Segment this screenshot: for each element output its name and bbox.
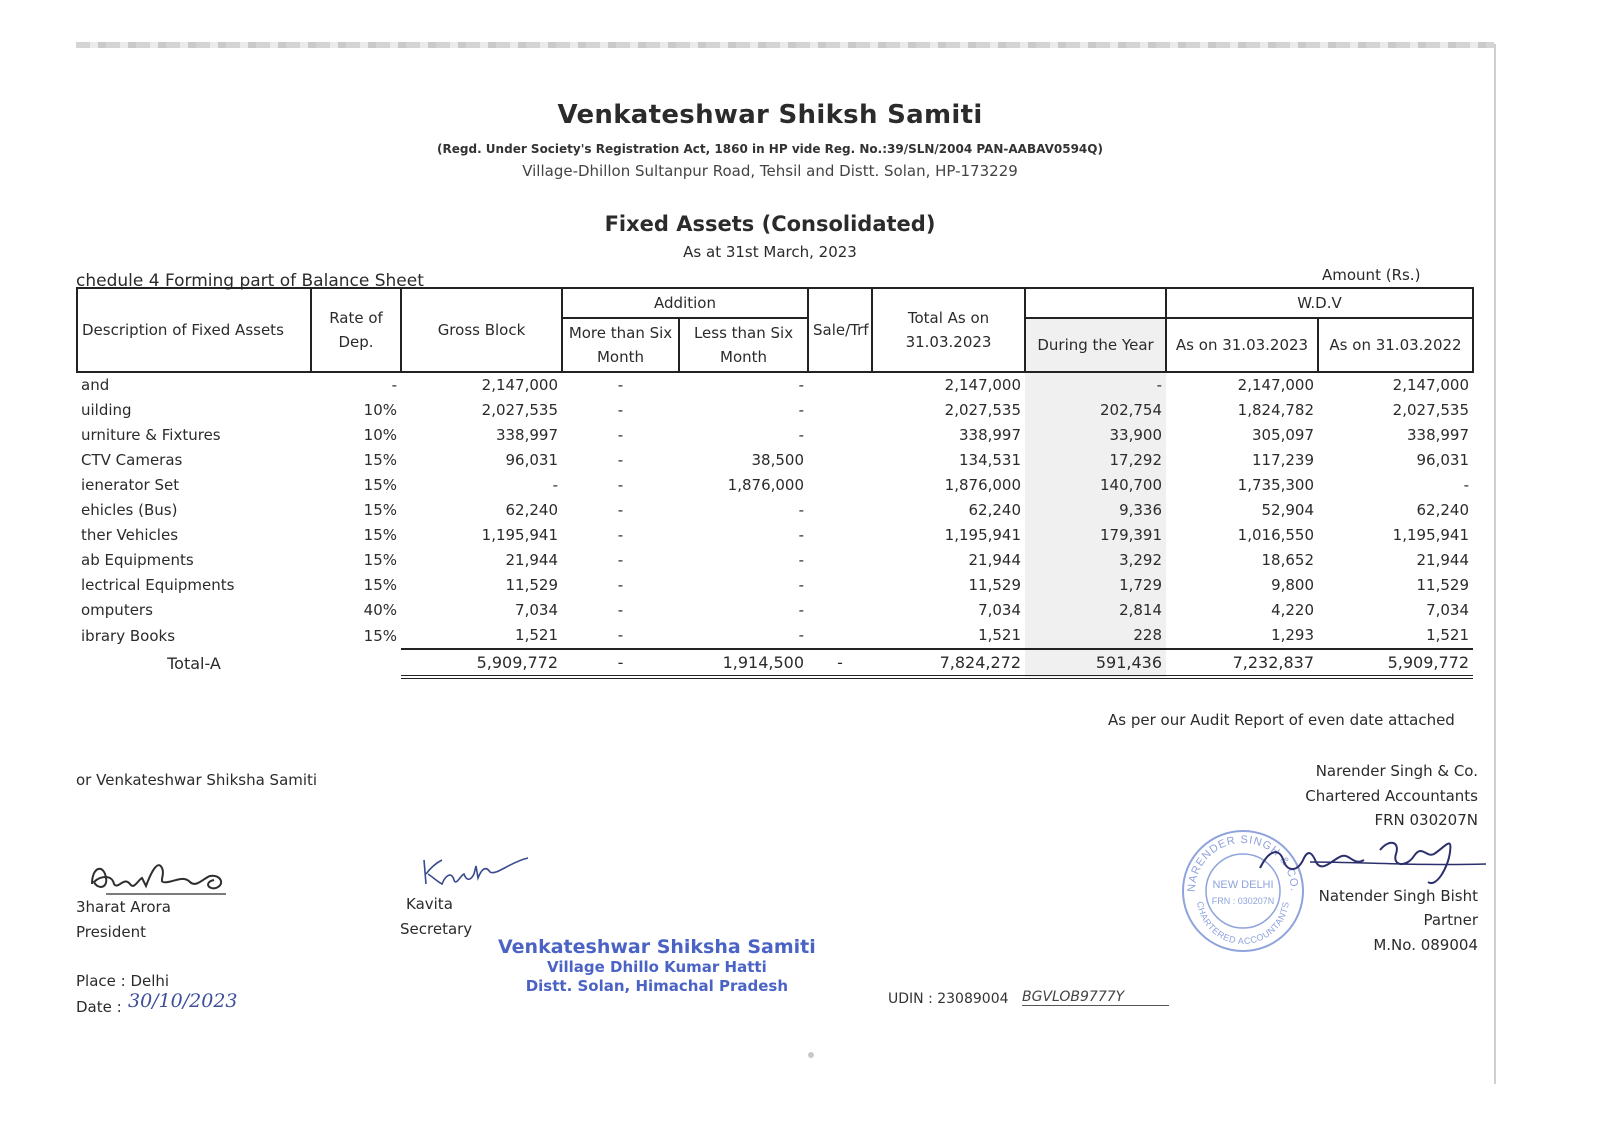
addition-more-than-six-month: - <box>617 451 624 469</box>
signatory-organization: or Venkateshwar Shiksha Samiti <box>76 771 318 789</box>
audit-firm-name: Narender Singh & Co. <box>1315 762 1478 780</box>
wdv-2023: 1,016,550 <box>1237 526 1315 544</box>
audit-firm-role: Chartered Accountants <box>1305 787 1478 805</box>
gross-block: 338,997 <box>495 426 558 444</box>
addition-less-than-six-month: 1,876,000 <box>727 476 805 494</box>
addition-more-than-six-month: - <box>617 501 624 519</box>
wdv-2022: 21,944 <box>1416 551 1470 569</box>
depreciation-during-year: 9,336 <box>1025 498 1166 523</box>
wdv-2022: - <box>1463 476 1470 494</box>
wdv-2023: 4,220 <box>1271 601 1315 619</box>
wdv-2023: 1,824,782 <box>1237 401 1315 419</box>
header-wdv-2022: As on 31.03.2022 <box>1318 318 1473 372</box>
depreciation-rate: 15% <box>363 451 397 469</box>
addition-less-than-six-month: 38,500 <box>751 451 805 469</box>
asset-description: ehicles (Bus) <box>81 501 178 519</box>
sale-trf <box>808 573 872 598</box>
asset-description: ther Vehicles <box>81 526 179 544</box>
total-as-on-2023: 7,824,272 <box>872 649 1025 677</box>
sale-trf <box>808 398 872 423</box>
table-row <box>77 573 1473 598</box>
document-title: Fixed Assets (Consolidated) <box>604 212 936 236</box>
addition-less-than-six-month: - <box>798 426 805 444</box>
header-rate: Rate of Dep. <box>311 288 401 372</box>
addition-more-than-six-month: - <box>617 401 624 419</box>
wdv-2023: 1,293 <box>1271 626 1315 644</box>
asset-description: uilding <box>81 401 132 419</box>
registration-details: (Regd. Under Society's Registration Act, 1860 in HP vide Reg. No.:39/SLN/2004 PAN-AABAV0594Q) <box>437 142 1103 156</box>
depreciation-during-year: 140,700 <box>1025 473 1166 498</box>
total-as-on-2023: 134,531 <box>958 451 1022 469</box>
gross-block: - <box>552 476 558 494</box>
gross-block: 2,027,535 <box>481 401 558 419</box>
partner-membership-number: M.No. 089004 <box>1373 936 1478 954</box>
gross-block: 7,034 <box>515 601 558 619</box>
addition-less-than-six-month: - <box>798 601 805 619</box>
wdv-2023: 305,097 <box>1251 426 1315 444</box>
wdv-2022: 62,240 <box>1416 501 1470 519</box>
total-sale-trf: - <box>808 649 872 677</box>
gross-block: 62,240 <box>505 501 558 519</box>
wdv-2022: 1,195,941 <box>1392 526 1470 544</box>
total-as-on-2023: 62,240 <box>968 501 1022 519</box>
depreciation-during-year: 3,292 <box>1025 548 1166 573</box>
audit-firm-frn: FRN 030207N <box>1374 811 1478 829</box>
header-less-than-six-month: Less than Six Month <box>679 318 808 372</box>
scan-edge-right <box>1494 44 1496 1084</box>
depreciation-rate: 15% <box>363 576 397 594</box>
wdv-2022: 96,031 <box>1416 451 1470 469</box>
scan-edge-top <box>76 42 1494 48</box>
sale-trf <box>808 623 872 649</box>
table-row <box>77 448 1473 473</box>
sale-trf <box>808 423 872 448</box>
depreciation-during-year: 2,814 <box>1025 598 1166 623</box>
depreciation-rate: 15% <box>363 526 397 544</box>
table-row <box>77 423 1473 448</box>
sale-trf <box>808 523 872 548</box>
wdv-2023: 117,239 <box>1251 451 1315 469</box>
date-handwritten: 30/10/2023 <box>128 990 238 1012</box>
sale-trf <box>808 598 872 623</box>
addition-more-than-six-month: - <box>617 426 624 444</box>
wdv-2022: 338,997 <box>1406 426 1470 444</box>
sale-trf <box>808 448 872 473</box>
header-more-than-six-month: More than Six Month <box>562 318 679 372</box>
header-total-as-on: Total As on 31.03.2023 <box>872 288 1025 372</box>
addition-more-than-six-month: - <box>617 626 624 644</box>
addition-more-than-six-month: - <box>617 551 624 569</box>
header-during-the-year: During the Year <box>1025 318 1166 372</box>
addition-more-than-six-month: - <box>617 376 624 394</box>
president-title: President <box>76 923 146 941</box>
total-more-than-six-month: - <box>562 649 679 677</box>
sale-trf <box>808 548 872 573</box>
depreciation-rate: 40% <box>363 601 397 619</box>
audit-report-note: As per our Audit Report of even date attached <box>1108 711 1455 729</box>
addition-less-than-six-month: - <box>798 576 805 594</box>
wdv-2022: 2,147,000 <box>1392 376 1470 394</box>
wdv-2023: 52,904 <box>1261 501 1315 519</box>
addition-less-than-six-month: - <box>798 526 805 544</box>
gross-block: 21,944 <box>505 551 558 569</box>
asset-description: and <box>81 376 110 394</box>
addition-less-than-six-month: - <box>798 626 805 644</box>
wdv-2023: 9,800 <box>1271 576 1315 594</box>
president-name: 3harat Arora <box>76 898 171 916</box>
depreciation-rate: 15% <box>363 626 397 645</box>
asset-description: ab Equipments <box>81 551 194 569</box>
organization-name: Venkateshwar Shiksh Samiti <box>557 100 983 130</box>
table-row <box>77 498 1473 523</box>
scan-speck <box>808 1052 814 1058</box>
table-row <box>77 523 1473 548</box>
total-as-on-2023: 2,027,535 <box>944 401 1022 419</box>
total-wdv-2023: 7,232,837 <box>1166 649 1318 677</box>
total-gross-block: 5,909,772 <box>401 649 562 677</box>
header-description: Description of Fixed Assets <box>77 288 311 372</box>
total-as-on-2023: 1,876,000 <box>944 476 1022 494</box>
depreciation-during-year: 33,900 <box>1025 423 1166 448</box>
addition-less-than-six-month: - <box>798 401 805 419</box>
table-row <box>77 598 1473 623</box>
table-row <box>77 398 1473 423</box>
organization-address: Village-Dhillon Sultanpur Road, Tehsil and Distt. Solan, HP-173229 <box>522 162 1018 180</box>
seal-top-text: NARENDER SINGH & CO. <box>1185 833 1301 893</box>
asset-description: ienerator Set <box>81 476 180 494</box>
partner-name: Natender Singh Bisht <box>1318 887 1478 905</box>
depreciation-during-year: 17,292 <box>1025 448 1166 473</box>
total-as-on-2023: 338,997 <box>958 426 1022 444</box>
gross-block: 1,195,941 <box>481 526 558 544</box>
depreciation-during-year: 228 <box>1025 623 1166 649</box>
udin-handwritten: BGVLOB9777Y <box>1022 989 1169 1006</box>
stamp-title: Venkateshwar Shiksha Samiti <box>498 936 816 958</box>
sale-trf <box>808 498 872 523</box>
secretary-title: Secretary <box>400 920 473 938</box>
depreciation-rate: 15% <box>363 551 397 569</box>
header-wdv: W.D.V <box>1166 288 1473 318</box>
schedule-label: chedule 4 Forming part of Balance Sheet <box>76 271 424 291</box>
wdv-2022: 7,034 <box>1426 601 1470 619</box>
addition-less-than-six-month: - <box>798 551 805 569</box>
total-wdv-2022: 5,909,772 <box>1318 649 1473 677</box>
seal-frn: FRN : 030207N <box>1211 896 1275 906</box>
organization-stamp <box>498 936 816 996</box>
total-as-on-2023: 7,034 <box>978 601 1022 619</box>
header-addition: Addition <box>562 288 808 318</box>
sale-trf <box>808 372 872 398</box>
document-date: As at 31st March, 2023 <box>683 243 857 261</box>
total-less-than-six-month: 1,914,500 <box>679 649 808 677</box>
place-line: Place : Delhi <box>76 972 170 990</box>
total-label: Total-A <box>167 653 221 673</box>
fixed-assets-table-container <box>76 287 1472 679</box>
auditor-signature-icon <box>1250 828 1490 898</box>
depreciation-rate: 15% <box>363 501 397 519</box>
asset-description: urniture & Fixtures <box>81 426 221 444</box>
total-as-on-2023: 11,529 <box>968 576 1022 594</box>
depreciation-rate: 10% <box>363 426 397 444</box>
total-as-on-2023: 1,521 <box>978 626 1022 644</box>
total-as-on-2023: 21,944 <box>968 551 1022 569</box>
header-gross-block: Gross Block <box>401 288 562 372</box>
partner-title: Partner <box>1423 911 1478 929</box>
gross-block: 11,529 <box>505 576 558 594</box>
sale-trf <box>808 473 872 498</box>
addition-less-than-six-month: - <box>798 501 805 519</box>
addition-less-than-six-month: - <box>798 376 805 394</box>
total-as-on-2023: 1,195,941 <box>944 526 1022 544</box>
total-rate-blank <box>311 649 401 677</box>
addition-more-than-six-month: - <box>617 526 624 544</box>
table-row <box>77 372 1473 398</box>
gross-block: 2,147,000 <box>481 376 558 394</box>
secretary-name: Kavita <box>406 895 453 913</box>
depreciation-during-year: 1,729 <box>1025 573 1166 598</box>
table-row <box>77 548 1473 573</box>
depreciation-during-year: 179,391 <box>1025 523 1166 548</box>
date-label: Date : <box>76 998 122 1016</box>
wdv-2023: 1,735,300 <box>1237 476 1315 494</box>
gross-block: 1,521 <box>515 626 558 644</box>
wdv-2022: 11,529 <box>1416 576 1470 594</box>
total-depreciation: 591,436 <box>1025 649 1166 677</box>
asset-description: ibrary Books <box>81 626 176 645</box>
president-signature-icon <box>86 854 236 898</box>
asset-description: CTV Cameras <box>81 451 183 469</box>
addition-more-than-six-month: - <box>617 576 624 594</box>
table-row <box>77 473 1473 498</box>
header-depreciation-blank <box>1025 288 1166 318</box>
asset-description: omputers <box>81 601 153 619</box>
stamp-line-2: Distt. Solan, Himachal Pradesh <box>525 977 789 995</box>
depreciation-rate: - <box>391 376 397 394</box>
total-as-on-2023: 2,147,000 <box>944 376 1022 394</box>
depreciation-during-year: - <box>1025 372 1166 398</box>
seal-bottom-text: CHARTERED ACCOUNTANTS <box>1195 900 1291 947</box>
gross-block: 96,031 <box>505 451 558 469</box>
total-row <box>77 649 1473 677</box>
seal-city: NEW DELHI <box>1212 879 1274 891</box>
header-sale-trf: Sale/Trf <box>808 288 872 372</box>
amount-unit-label: Amount (Rs.) <box>1322 266 1421 284</box>
secretary-signature-icon <box>418 852 538 892</box>
wdv-2022: 1,521 <box>1426 626 1470 644</box>
addition-more-than-six-month: - <box>617 601 624 619</box>
wdv-2022: 2,027,535 <box>1392 401 1470 419</box>
table-header <box>77 288 1473 372</box>
header-wdv-2023: As on 31.03.2023 <box>1166 318 1318 372</box>
table-row <box>77 623 1473 649</box>
wdv-2023: 2,147,000 <box>1237 376 1315 394</box>
asset-description: lectrical Equipments <box>81 576 235 594</box>
depreciation-rate: 15% <box>363 476 397 494</box>
depreciation-during-year: 202,754 <box>1025 398 1166 423</box>
stamp-line-1: Village Dhillo Kumar Hatti <box>547 958 767 976</box>
fixed-assets-table <box>76 287 1474 679</box>
table-body <box>77 372 1473 677</box>
udin-label: UDIN : 23089004 <box>888 991 1009 1007</box>
depreciation-rate: 10% <box>363 401 397 419</box>
addition-more-than-six-month: - <box>617 476 624 494</box>
wdv-2023: 18,652 <box>1261 551 1315 569</box>
